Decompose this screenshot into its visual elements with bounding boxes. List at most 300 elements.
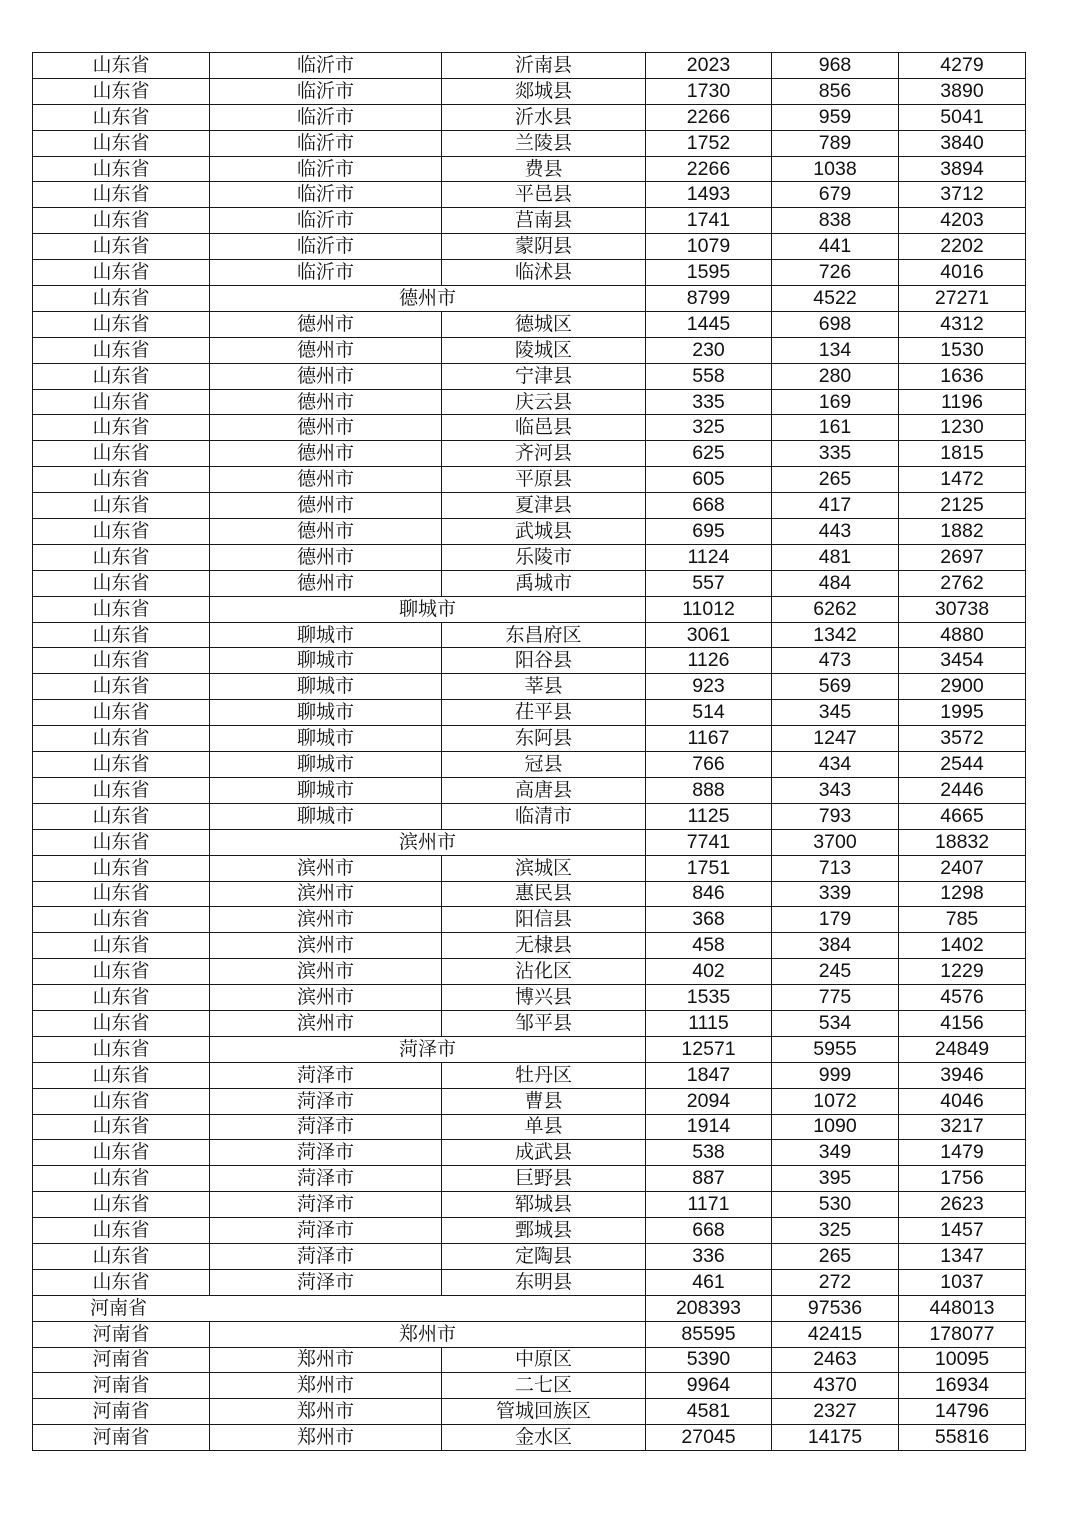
table-row — [33, 881, 1026, 907]
value-col2-cell: 2327 — [772, 1399, 899, 1425]
province-cell: 山东省 — [33, 493, 210, 519]
value-col1-cell: 846 — [646, 881, 772, 907]
table-row — [33, 1166, 1026, 1192]
province-cell: 山东省 — [33, 467, 210, 493]
county-cell: 东昌府区 — [442, 622, 646, 648]
table-row — [33, 1088, 1026, 1114]
table-row — [33, 803, 1026, 829]
value-col3-cell: 2446 — [899, 777, 1026, 803]
province-cell: 山东省 — [33, 389, 210, 415]
value-col1-cell: 461 — [646, 1269, 772, 1295]
province-cell: 山东省 — [33, 777, 210, 803]
province-cell: 山东省 — [33, 803, 210, 829]
county-cell: 阳信县 — [442, 907, 646, 933]
city-cell: 临沂市 — [210, 260, 442, 286]
value-col2-cell: 569 — [772, 674, 899, 700]
province-total-cell: 河南省 — [33, 1295, 646, 1321]
city-subtotal-cell: 聊城市 — [210, 596, 646, 622]
value-col1-cell: 923 — [646, 674, 772, 700]
value-col1-cell: 1751 — [646, 855, 772, 881]
county-cell: 德城区 — [442, 311, 646, 337]
table-row — [33, 1140, 1026, 1166]
value-col1-cell: 887 — [646, 1166, 772, 1192]
city-cell: 滨州市 — [210, 907, 442, 933]
county-cell: 东明县 — [442, 1269, 646, 1295]
province-cell: 山东省 — [33, 726, 210, 752]
city-cell: 菏泽市 — [210, 1062, 442, 1088]
county-cell: 禹城市 — [442, 570, 646, 596]
value-col1-cell: 2094 — [646, 1088, 772, 1114]
value-col3-cell: 10095 — [899, 1347, 1026, 1373]
value-col2-cell: 384 — [772, 933, 899, 959]
value-col2-cell: 42415 — [772, 1321, 899, 1347]
county-cell: 沂水县 — [442, 104, 646, 130]
value-col2-cell: 6262 — [772, 596, 899, 622]
value-col1-cell: 8799 — [646, 286, 772, 312]
value-col3-cell: 16934 — [899, 1373, 1026, 1399]
value-col3-cell: 1636 — [899, 363, 1026, 389]
value-col3-cell: 30738 — [899, 596, 1026, 622]
value-col2-cell: 481 — [772, 544, 899, 570]
city-cell: 滨州市 — [210, 933, 442, 959]
province-cell: 山东省 — [33, 648, 210, 674]
province-cell: 山东省 — [33, 53, 210, 79]
value-col1-cell: 325 — [646, 415, 772, 441]
county-cell: 邹平县 — [442, 1010, 646, 1036]
value-col1-cell: 2266 — [646, 104, 772, 130]
value-col1-cell: 668 — [646, 493, 772, 519]
value-col3-cell: 4046 — [899, 1088, 1026, 1114]
county-cell: 费县 — [442, 156, 646, 182]
table-row — [33, 752, 1026, 778]
value-col2-cell: 434 — [772, 752, 899, 778]
value-col1-cell: 11012 — [646, 596, 772, 622]
province-cell: 山东省 — [33, 1114, 210, 1140]
province-cell: 山东省 — [33, 182, 210, 208]
value-col2-cell: 343 — [772, 777, 899, 803]
value-col1-cell: 766 — [646, 752, 772, 778]
table-row — [33, 182, 1026, 208]
value-col3-cell: 1756 — [899, 1166, 1026, 1192]
county-cell: 惠民县 — [442, 881, 646, 907]
county-cell: 临沭县 — [442, 260, 646, 286]
value-col2-cell: 335 — [772, 441, 899, 467]
value-col3-cell: 2407 — [899, 855, 1026, 881]
city-cell: 德州市 — [210, 415, 442, 441]
table-row — [33, 130, 1026, 156]
value-col2-cell: 417 — [772, 493, 899, 519]
value-col1-cell: 1126 — [646, 648, 772, 674]
value-col2-cell: 280 — [772, 363, 899, 389]
value-col1-cell: 2266 — [646, 156, 772, 182]
province-cell: 山东省 — [33, 570, 210, 596]
value-col1-cell: 9964 — [646, 1373, 772, 1399]
value-col1-cell: 1079 — [646, 234, 772, 260]
value-col3-cell: 178077 — [899, 1321, 1026, 1347]
table-row — [33, 156, 1026, 182]
table-row — [33, 1347, 1026, 1373]
value-col1-cell: 1167 — [646, 726, 772, 752]
value-col2-cell: 179 — [772, 907, 899, 933]
city-cell: 临沂市 — [210, 130, 442, 156]
county-cell: 庆云县 — [442, 389, 646, 415]
value-col2-cell: 530 — [772, 1192, 899, 1218]
table-row — [33, 1010, 1026, 1036]
value-col3-cell: 3454 — [899, 648, 1026, 674]
value-col2-cell: 395 — [772, 1166, 899, 1192]
city-cell: 临沂市 — [210, 208, 442, 234]
county-cell: 平原县 — [442, 467, 646, 493]
value-col2-cell: 484 — [772, 570, 899, 596]
value-col2-cell: 345 — [772, 700, 899, 726]
city-cell: 郑州市 — [210, 1399, 442, 1425]
city-cell: 德州市 — [210, 544, 442, 570]
county-cell: 武城县 — [442, 519, 646, 545]
value-col1-cell: 1125 — [646, 803, 772, 829]
value-col1-cell: 558 — [646, 363, 772, 389]
table-row — [33, 53, 1026, 79]
city-cell: 菏泽市 — [210, 1243, 442, 1269]
value-col3-cell: 55816 — [899, 1425, 1026, 1451]
city-cell: 菏泽市 — [210, 1269, 442, 1295]
county-cell: 乐陵市 — [442, 544, 646, 570]
value-col2-cell: 325 — [772, 1218, 899, 1244]
value-col1-cell: 1535 — [646, 985, 772, 1011]
province-cell: 山东省 — [33, 544, 210, 570]
city-cell: 德州市 — [210, 467, 442, 493]
value-col1-cell: 336 — [646, 1243, 772, 1269]
province-cell: 山东省 — [33, 130, 210, 156]
county-cell: 牡丹区 — [442, 1062, 646, 1088]
county-cell: 管城回族区 — [442, 1399, 646, 1425]
value-col3-cell: 4279 — [899, 53, 1026, 79]
value-col2-cell: 4522 — [772, 286, 899, 312]
table-row — [33, 933, 1026, 959]
city-cell: 滨州市 — [210, 881, 442, 907]
city-subtotal-cell: 滨州市 — [210, 829, 646, 855]
city-cell: 菏泽市 — [210, 1140, 442, 1166]
value-col3-cell: 2697 — [899, 544, 1026, 570]
city-cell: 临沂市 — [210, 78, 442, 104]
province-cell: 山东省 — [33, 674, 210, 700]
county-cell: 成武县 — [442, 1140, 646, 1166]
table-row — [33, 1373, 1026, 1399]
value-col2-cell: 169 — [772, 389, 899, 415]
value-col2-cell: 134 — [772, 337, 899, 363]
table-row — [33, 519, 1026, 545]
value-col3-cell: 1882 — [899, 519, 1026, 545]
table-row — [33, 78, 1026, 104]
province-cell: 山东省 — [33, 985, 210, 1011]
table-body — [33, 53, 1026, 1451]
table-row — [33, 622, 1026, 648]
value-col1-cell: 1847 — [646, 1062, 772, 1088]
city-subtotal-cell: 郑州市 — [210, 1321, 646, 1347]
city-cell: 德州市 — [210, 570, 442, 596]
county-cell: 二七区 — [442, 1373, 646, 1399]
table-row — [33, 648, 1026, 674]
table-row — [33, 1269, 1026, 1295]
value-col3-cell: 4016 — [899, 260, 1026, 286]
value-col2-cell: 443 — [772, 519, 899, 545]
table-row — [33, 544, 1026, 570]
county-cell: 宁津县 — [442, 363, 646, 389]
value-col2-cell: 97536 — [772, 1295, 899, 1321]
value-col3-cell: 2544 — [899, 752, 1026, 778]
province-cell: 山东省 — [33, 1243, 210, 1269]
city-cell: 菏泽市 — [210, 1088, 442, 1114]
table-row — [33, 700, 1026, 726]
city-cell: 临沂市 — [210, 53, 442, 79]
value-col3-cell: 3890 — [899, 78, 1026, 104]
value-col3-cell: 3840 — [899, 130, 1026, 156]
value-col3-cell: 3217 — [899, 1114, 1026, 1140]
city-cell: 德州市 — [210, 519, 442, 545]
county-cell: 无棣县 — [442, 933, 646, 959]
table-row — [33, 829, 1026, 855]
value-col2-cell: 775 — [772, 985, 899, 1011]
city-cell: 聊城市 — [210, 648, 442, 674]
value-col2-cell: 789 — [772, 130, 899, 156]
table-row — [33, 959, 1026, 985]
city-cell: 聊城市 — [210, 622, 442, 648]
value-col3-cell: 4665 — [899, 803, 1026, 829]
value-col2-cell: 3700 — [772, 829, 899, 855]
table-row — [33, 337, 1026, 363]
city-cell: 滨州市 — [210, 1010, 442, 1036]
value-col2-cell: 272 — [772, 1269, 899, 1295]
county-cell: 沾化区 — [442, 959, 646, 985]
value-col1-cell: 7741 — [646, 829, 772, 855]
value-col1-cell: 1171 — [646, 1192, 772, 1218]
value-col3-cell: 1479 — [899, 1140, 1026, 1166]
statistics-table — [32, 52, 1026, 1451]
county-cell: 巨野县 — [442, 1166, 646, 1192]
province-cell: 山东省 — [33, 881, 210, 907]
value-col2-cell: 698 — [772, 311, 899, 337]
value-col3-cell: 1037 — [899, 1269, 1026, 1295]
province-cell: 山东省 — [33, 363, 210, 389]
city-cell: 聊城市 — [210, 726, 442, 752]
province-cell: 山东省 — [33, 441, 210, 467]
value-col3-cell: 2202 — [899, 234, 1026, 260]
city-cell: 德州市 — [210, 311, 442, 337]
value-col3-cell: 1402 — [899, 933, 1026, 959]
table-row — [33, 286, 1026, 312]
city-cell: 菏泽市 — [210, 1114, 442, 1140]
value-col2-cell: 713 — [772, 855, 899, 881]
county-cell: 阳谷县 — [442, 648, 646, 674]
value-col3-cell: 1347 — [899, 1243, 1026, 1269]
value-col3-cell: 1230 — [899, 415, 1026, 441]
value-col1-cell: 208393 — [646, 1295, 772, 1321]
table-row — [33, 441, 1026, 467]
county-cell: 陵城区 — [442, 337, 646, 363]
city-cell: 聊城市 — [210, 777, 442, 803]
value-col1-cell: 5390 — [646, 1347, 772, 1373]
value-col3-cell: 1472 — [899, 467, 1026, 493]
province-cell: 山东省 — [33, 933, 210, 959]
value-col3-cell: 2762 — [899, 570, 1026, 596]
value-col2-cell: 1038 — [772, 156, 899, 182]
province-cell: 河南省 — [33, 1347, 210, 1373]
province-cell: 山东省 — [33, 1192, 210, 1218]
county-cell: 高唐县 — [442, 777, 646, 803]
county-cell: 郓城县 — [442, 1192, 646, 1218]
city-cell: 德州市 — [210, 363, 442, 389]
province-cell: 山东省 — [33, 596, 210, 622]
county-cell: 博兴县 — [442, 985, 646, 1011]
province-cell: 河南省 — [33, 1373, 210, 1399]
province-cell: 山东省 — [33, 700, 210, 726]
table-row — [33, 855, 1026, 881]
value-col1-cell: 557 — [646, 570, 772, 596]
value-col2-cell: 999 — [772, 1062, 899, 1088]
table-row — [33, 260, 1026, 286]
province-cell: 山东省 — [33, 78, 210, 104]
province-cell: 河南省 — [33, 1425, 210, 1451]
value-col3-cell: 2125 — [899, 493, 1026, 519]
province-cell: 山东省 — [33, 1036, 210, 1062]
value-col3-cell: 3572 — [899, 726, 1026, 752]
value-col1-cell: 1595 — [646, 260, 772, 286]
value-col3-cell: 1815 — [899, 441, 1026, 467]
city-cell: 滨州市 — [210, 959, 442, 985]
province-cell: 山东省 — [33, 286, 210, 312]
value-col2-cell: 838 — [772, 208, 899, 234]
table-row — [33, 1425, 1026, 1451]
value-col3-cell: 1457 — [899, 1218, 1026, 1244]
value-col2-cell: 1090 — [772, 1114, 899, 1140]
value-col3-cell: 4156 — [899, 1010, 1026, 1036]
value-col3-cell: 785 — [899, 907, 1026, 933]
city-cell: 聊城市 — [210, 674, 442, 700]
value-col2-cell: 265 — [772, 1243, 899, 1269]
county-cell: 临清市 — [442, 803, 646, 829]
value-col3-cell: 2623 — [899, 1192, 1026, 1218]
table-row — [33, 1218, 1026, 1244]
value-col3-cell: 1229 — [899, 959, 1026, 985]
table-row — [33, 1114, 1026, 1140]
county-cell: 冠县 — [442, 752, 646, 778]
table-row — [33, 389, 1026, 415]
value-col3-cell: 1196 — [899, 389, 1026, 415]
city-cell: 郑州市 — [210, 1373, 442, 1399]
value-col1-cell: 458 — [646, 933, 772, 959]
value-col1-cell: 1493 — [646, 182, 772, 208]
value-col2-cell: 339 — [772, 881, 899, 907]
value-col1-cell: 230 — [646, 337, 772, 363]
province-cell: 山东省 — [33, 1140, 210, 1166]
value-col2-cell: 1247 — [772, 726, 899, 752]
county-cell: 齐河县 — [442, 441, 646, 467]
value-col1-cell: 514 — [646, 700, 772, 726]
value-col1-cell: 605 — [646, 467, 772, 493]
table-row — [33, 907, 1026, 933]
value-col1-cell: 12571 — [646, 1036, 772, 1062]
city-cell: 滨州市 — [210, 855, 442, 881]
county-cell: 东阿县 — [442, 726, 646, 752]
county-cell: 兰陵县 — [442, 130, 646, 156]
county-cell: 夏津县 — [442, 493, 646, 519]
province-cell: 山东省 — [33, 234, 210, 260]
city-cell: 德州市 — [210, 493, 442, 519]
value-col3-cell: 4576 — [899, 985, 1026, 1011]
table-row — [33, 467, 1026, 493]
city-subtotal-cell: 德州市 — [210, 286, 646, 312]
value-col2-cell: 4370 — [772, 1373, 899, 1399]
city-cell: 临沂市 — [210, 234, 442, 260]
table-row — [33, 1062, 1026, 1088]
value-col2-cell: 441 — [772, 234, 899, 260]
value-col3-cell: 2900 — [899, 674, 1026, 700]
value-col1-cell: 1445 — [646, 311, 772, 337]
value-col2-cell: 959 — [772, 104, 899, 130]
value-col3-cell: 4880 — [899, 622, 1026, 648]
county-cell: 莒南县 — [442, 208, 646, 234]
value-col3-cell: 14796 — [899, 1399, 1026, 1425]
province-cell: 山东省 — [33, 622, 210, 648]
value-col3-cell: 1995 — [899, 700, 1026, 726]
value-col1-cell: 1752 — [646, 130, 772, 156]
county-cell: 茌平县 — [442, 700, 646, 726]
value-col1-cell: 335 — [646, 389, 772, 415]
value-col1-cell: 1115 — [646, 1010, 772, 1036]
value-col3-cell: 448013 — [899, 1295, 1026, 1321]
table-row — [33, 104, 1026, 130]
province-cell: 山东省 — [33, 104, 210, 130]
value-col2-cell: 2463 — [772, 1347, 899, 1373]
city-cell: 德州市 — [210, 337, 442, 363]
county-cell: 滨城区 — [442, 855, 646, 881]
province-cell: 山东省 — [33, 855, 210, 881]
value-col3-cell: 3894 — [899, 156, 1026, 182]
value-col3-cell: 4312 — [899, 311, 1026, 337]
value-col1-cell: 402 — [646, 959, 772, 985]
table-row — [33, 1036, 1026, 1062]
city-cell: 临沂市 — [210, 182, 442, 208]
value-col1-cell: 85595 — [646, 1321, 772, 1347]
city-cell: 德州市 — [210, 389, 442, 415]
value-col1-cell: 625 — [646, 441, 772, 467]
county-cell: 单县 — [442, 1114, 646, 1140]
province-cell: 山东省 — [33, 519, 210, 545]
county-cell: 中原区 — [442, 1347, 646, 1373]
province-cell: 山东省 — [33, 829, 210, 855]
city-cell: 德州市 — [210, 441, 442, 467]
value-col1-cell: 27045 — [646, 1425, 772, 1451]
value-col1-cell: 888 — [646, 777, 772, 803]
value-col1-cell: 3061 — [646, 622, 772, 648]
table-row — [33, 674, 1026, 700]
value-col1-cell: 538 — [646, 1140, 772, 1166]
city-cell: 临沂市 — [210, 156, 442, 182]
table-row — [33, 1243, 1026, 1269]
value-col2-cell: 793 — [772, 803, 899, 829]
table-row — [33, 1295, 1026, 1321]
table-row — [33, 363, 1026, 389]
value-col3-cell: 24849 — [899, 1036, 1026, 1062]
province-cell: 山东省 — [33, 208, 210, 234]
city-cell: 聊城市 — [210, 752, 442, 778]
city-cell: 菏泽市 — [210, 1192, 442, 1218]
county-cell: 临邑县 — [442, 415, 646, 441]
province-cell: 山东省 — [33, 311, 210, 337]
county-cell: 莘县 — [442, 674, 646, 700]
county-cell: 蒙阴县 — [442, 234, 646, 260]
county-cell: 郯城县 — [442, 78, 646, 104]
province-cell: 山东省 — [33, 1010, 210, 1036]
